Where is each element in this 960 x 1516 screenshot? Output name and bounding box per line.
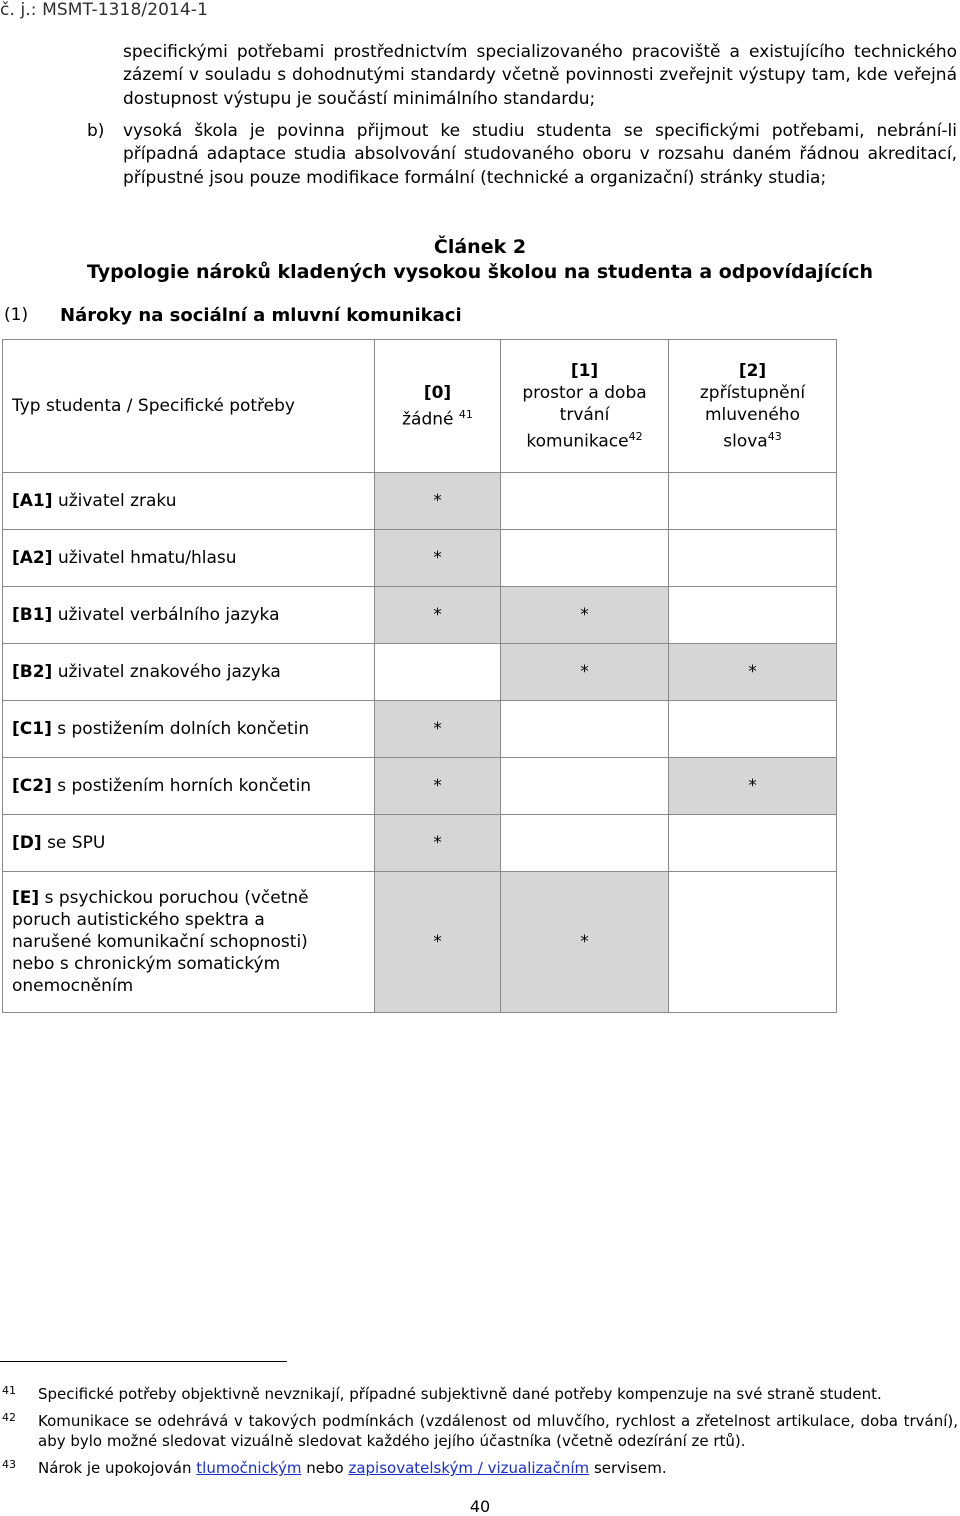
table-row [3,872,837,1013]
mark-cell: * [501,587,669,644]
row-label [3,815,375,872]
col2-code: [2] [738,360,767,381]
row-text: uživatel verbálního jazyka [57,605,280,625]
section-number: (1) [4,305,29,325]
footnote-divider [0,1361,287,1362]
empty-cell [501,758,669,815]
footnote-ref-42: 42 [628,429,643,443]
footnote-41-number: 41 [2,1384,16,1397]
footnote-41: Specifické potřeby objektivně nevznikají, případné subjektivně dané potřeby kompenzuje na své straně student. [38,1385,882,1403]
footnote-42-number: 42 [2,1411,16,1424]
mark-cell: * [375,815,501,872]
empty-cell [669,473,837,530]
interpreter-link[interactable]: tlumočnickým [196,1459,302,1477]
empty-cell [669,587,837,644]
row-label [3,872,375,1013]
empty-cell [501,701,669,758]
row-text: uživatel zraku [57,491,177,511]
page-number: 40 [469,1497,491,1516]
row-text: nebo s chronickým somatickým [12,954,281,974]
table-row [3,587,837,644]
table-row [3,530,837,587]
table-header-row [3,340,837,473]
row-label [3,587,375,644]
mark-cell: * [375,587,501,644]
row-text: onemocněním [12,976,134,996]
paragraph-b: vysoká škola je povinna přijmout ke studiu studenta se specifickými potřebami, nebrání-li případná adaptace studia absolvování studovaného oboru v rozsahu daném řádnou akreditací, přípustné jsou pouze modifikace formální (technické a organizační) stránky studia; [123,121,957,188]
row-code: [A2] [12,548,53,568]
empty-cell [669,530,837,587]
empty-cell [669,815,837,872]
empty-cell [501,473,669,530]
row-code: [D] [12,833,42,853]
empty-cell [669,701,837,758]
footnote-42: Komunikace se odehrává v takových podmínkách (vzdálenost od mluvčího, rychlost a zřetelnost artikulace, doba trvání), aby bylo možné sledovat vizuálně sledovat každého jejího účastníka (včetně odezírání ze rtů). [38,1412,958,1450]
col0-code: [0] [423,382,452,403]
mark-cell: * [375,701,501,758]
col-header-1 [501,340,669,473]
table-row [3,701,837,758]
needs-table [2,339,837,1013]
col2-text-2: mluveného [705,404,800,425]
row-code: [C2] [12,776,52,796]
row-text: s postižením horních končetin [57,776,312,796]
article-subtitle: Typologie nároků kladených vysokou školou na studenta a odpovídajících [87,261,873,283]
table-row [3,815,837,872]
footnote-43-number: 43 [2,1458,16,1471]
mark-cell: * [375,473,501,530]
paragraph-a: specifickými potřebami prostřednictvím specializovaného pracoviště a existujícího technického zázemí v souladu s dohodnutými standardy včetně povinnosti zveřejnit výstupy tam, kde veřejná dostupnost výstupu je součástí minimálního standardu; [123,42,957,109]
row-text: narušené komunikační schopnosti) [12,932,308,952]
row-text: poruch autistického spektra a [12,910,265,930]
row-text: se SPU [47,833,106,853]
document-reference: č. j.: MSMT-1318/2014-1 [0,0,209,20]
col-header-0 [375,340,501,473]
footnote-43-text: servisem. [593,1459,667,1477]
table-row [3,644,837,701]
row-label [3,758,375,815]
row-text: uživatel znakového jazyka [57,662,281,682]
col2-text-3: slova [723,431,768,452]
row-text: uživatel hmatu/hlasu [57,548,237,568]
col1-code: [1] [570,360,599,381]
row-code: [C1] [12,719,52,739]
empty-cell [669,872,837,1013]
row-code: [A1] [12,491,53,511]
row-label [3,473,375,530]
footnote-43 [38,1458,958,1478]
footnote-ref-43: 43 [767,429,782,443]
footnote-43-text: Nárok je upokojován [38,1459,192,1477]
row-text: s psychickou poruchou (včetně [44,888,309,908]
empty-cell [501,530,669,587]
row-code: [E] [12,888,40,908]
col1-text-1: prostor a doba [522,382,647,403]
empty-cell [501,815,669,872]
row-code: [B1] [12,605,53,625]
footnote-ref-41: 41 [458,407,473,421]
mark-cell: * [669,644,837,701]
row-label [3,644,375,701]
col2-text-1: zpřístupnění [699,382,806,403]
row-label [3,530,375,587]
mark-cell: * [501,872,669,1013]
table-row [3,473,837,530]
empty-cell [375,644,501,701]
mark-cell: * [501,644,669,701]
row-label [3,701,375,758]
mark-cell: * [375,758,501,815]
transcription-link[interactable]: zapisovatelským / vizualizačním [348,1459,590,1477]
footnote-43-text: nebo [306,1459,344,1477]
paragraph-b-label: b) [87,121,105,141]
table-row [3,758,837,815]
row-text: s postižením dolních končetin [57,719,310,739]
article-title: Článek 2 [433,236,527,258]
col-header-2 [669,340,837,473]
row-code: [B2] [12,662,53,682]
col0-text: žádné [402,409,454,430]
col1-text-3: komunikace [526,431,629,452]
mark-cell: * [375,530,501,587]
col1-text-2: trvání [559,404,610,425]
corner-cell: Typ studenta / Specifické potřeby [3,340,375,473]
section-title: Nároky na sociální a mluvní komunikaci [60,305,462,326]
mark-cell: * [375,872,501,1013]
mark-cell: * [669,758,837,815]
